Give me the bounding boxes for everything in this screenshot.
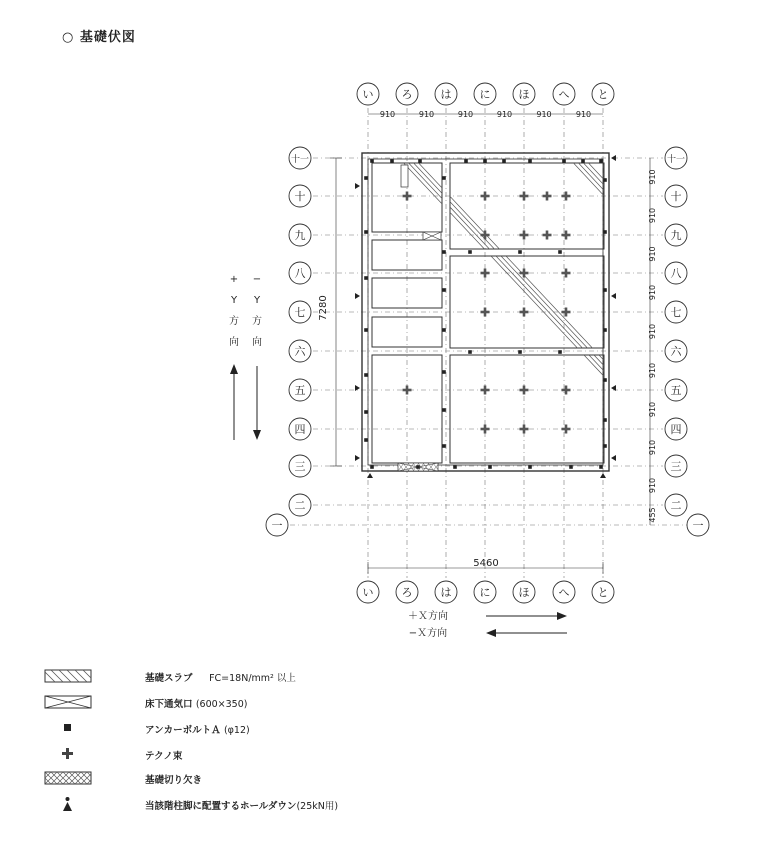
top-dim-4: 910 (536, 110, 552, 119)
anchor-bolt-39 (518, 250, 522, 254)
anchor-bolt-2 (418, 159, 422, 163)
y-plus-direction-3: 向 (229, 337, 239, 348)
anchor-bolt-23 (603, 444, 607, 448)
anchor-bolt-15 (364, 410, 368, 414)
slab-hatch-room-7 (382, 140, 707, 470)
y-minus-direction-0: − (252, 274, 262, 285)
techno-post-h-15 (403, 389, 412, 392)
y-plus-direction-2: 方 (229, 316, 239, 327)
slab-slot (401, 165, 408, 187)
top-grid-label-4: ほ (518, 88, 530, 101)
slab-hatch (382, 140, 707, 470)
right-grid-label-6: 五 (670, 384, 682, 397)
techno-post-h-17 (520, 389, 529, 392)
bottom-grid-label-3: に (479, 586, 491, 599)
anchor-bolt-7 (562, 159, 566, 163)
y-plus-direction-0: + (229, 274, 239, 285)
marker-right-1 (611, 293, 616, 299)
top-grid-label-1: ろ (401, 88, 413, 101)
left-grid-label-3: 八 (294, 267, 306, 280)
x-plus-arrowhead (557, 612, 567, 620)
anchor-bolt-22 (603, 418, 607, 422)
y-plus-direction-1: Y (230, 295, 238, 306)
anchor-bolt-25 (416, 465, 420, 469)
left-grid-label-0: 十一 (290, 155, 310, 165)
total-x-dimension: 5460 (473, 558, 499, 569)
x-plus-direction: ＋Ｘ方向 (408, 611, 448, 622)
techno-post-5 (481, 231, 490, 240)
hold-down-marker-0 (367, 473, 373, 478)
grid-lines (290, 108, 690, 578)
techno-post-h-13 (520, 311, 529, 314)
right-grid-label-9: 二 (670, 499, 682, 512)
techno-post-h-10 (520, 272, 529, 275)
bottom-grid-label-0: い (362, 586, 374, 599)
top-grid-label-6: と (597, 88, 609, 101)
techno-post-h-6 (520, 234, 529, 237)
anchor-bolt-28 (528, 465, 532, 469)
right-grid-label-3: 八 (670, 267, 682, 280)
top-dim-1: 910 (418, 110, 435, 119)
total-y-dimension: 7280 (318, 295, 329, 321)
top-dim-3: 910 (496, 110, 513, 119)
techno-post-7 (543, 231, 552, 240)
techno-post-15 (403, 386, 412, 395)
techno-post-h-1 (481, 195, 490, 198)
anchor-bolt-8 (581, 159, 585, 163)
anchor-bolt-37 (442, 444, 446, 448)
slab-hatch-room-4 (382, 140, 707, 470)
techno-post-9 (481, 269, 490, 278)
techno-post-14 (562, 308, 571, 317)
techno-post-21 (562, 425, 571, 434)
techno-post-16 (481, 386, 490, 395)
techno-post-h-18 (562, 389, 571, 392)
anchor-bolt-3 (464, 159, 468, 163)
anchor-bolt-13 (364, 328, 368, 332)
legend-label-notch: 基礎切り欠き (145, 775, 203, 786)
right-dim-3: 910 (648, 284, 657, 301)
x-minus-direction: −Ｘ方向 (408, 628, 448, 639)
techno-post-h-2 (520, 195, 529, 198)
right-grid-label-10: 一 (692, 519, 704, 532)
marker-left-0 (355, 183, 360, 189)
techno-post-h-14 (562, 311, 571, 314)
left-grid-label-2: 九 (294, 229, 306, 242)
right-dim-0: 910 (648, 169, 657, 185)
anchor-bolt-20 (603, 328, 607, 332)
anchor-bolt-10 (364, 176, 368, 180)
techno-post-6 (520, 231, 529, 240)
anchor-bolt-12 (364, 276, 368, 280)
right-dim-9: 455 (648, 507, 657, 523)
right-dim-2: 910 (648, 246, 657, 262)
anchor-bolt-26 (453, 465, 457, 469)
slab-hatch-room-0 (382, 140, 707, 470)
slab-hatch-line-5-3 (397, 140, 707, 470)
left-grid-label-5: 六 (294, 345, 306, 358)
techno-post-4 (562, 192, 571, 201)
room-h (450, 355, 604, 463)
marker-left-1 (355, 293, 360, 299)
anchor-bolt-40 (558, 250, 562, 254)
legend-label-anchor: アンカーボルトＡ (φ12) (145, 725, 250, 736)
anchor-bolt-38 (468, 250, 472, 254)
techno-post-19 (481, 425, 490, 434)
slab-hatch-room-6 (382, 140, 707, 470)
anchor-bolt-31 (442, 176, 446, 180)
anchor-bolt-5 (502, 159, 506, 163)
anchor-bolt-41 (468, 350, 472, 354)
top-dim-5: 910 (575, 110, 592, 119)
slab-hatch-room-2 (382, 140, 707, 470)
slab-hatch-room-5 (382, 140, 707, 470)
techno-post-h-19 (481, 428, 490, 431)
anchor-bolt-18 (603, 230, 607, 234)
left-grid-label-10: 一 (271, 519, 283, 532)
techno-post-h-3 (543, 195, 552, 198)
right-dim-6: 910 (648, 401, 657, 418)
anchor-bolt-34 (442, 328, 446, 332)
legend-label-vent: 床下通気口 (600×350) (145, 699, 248, 710)
y-minus-arrowhead (253, 430, 261, 440)
techno-post-17 (520, 386, 529, 395)
top-grid-label-3: に (479, 88, 491, 101)
top-grid-label-0: い (362, 88, 374, 101)
techno-post-h-4 (562, 195, 571, 198)
anchor-bolt-29 (569, 465, 573, 469)
techno-post-18 (562, 386, 571, 395)
anchor-bolt-1 (390, 159, 394, 163)
top-grid-label-2: は (440, 88, 452, 101)
left-grid-label-7: 四 (294, 423, 306, 436)
left-grid-label-8: 三 (294, 460, 306, 473)
top-dim-2: 910 (457, 110, 474, 119)
y-minus-direction-3: 向 (252, 337, 262, 348)
left-grid-label-4: 七 (294, 306, 306, 319)
techno-post-h-16 (481, 389, 490, 392)
techno-post-12 (481, 308, 490, 317)
techno-post-h-9 (481, 272, 490, 275)
anchor-bolt-43 (558, 350, 562, 354)
anchor-bolt-14 (364, 373, 368, 377)
marker-right-0 (611, 155, 616, 161)
right-grid-label-5: 六 (670, 345, 682, 358)
techno-post-h-0 (403, 195, 412, 198)
legend-label-techno: テクノ束 (145, 751, 183, 762)
techno-posts (403, 192, 571, 434)
techno-post-10 (520, 269, 529, 278)
right-dim-4: 910 (648, 323, 657, 340)
right-grid-label-7: 四 (670, 423, 682, 436)
anchor-bolt-11 (364, 230, 368, 234)
right-grid-label-2: 九 (670, 229, 682, 242)
right-dim-1: 910 (648, 207, 657, 224)
techno-post-0 (403, 192, 412, 201)
anchor-bolt-4 (483, 159, 487, 163)
left-grid-label-1: 十 (294, 190, 306, 203)
slab-hatch-room-3 (382, 140, 707, 470)
right-grid-label-4: 七 (670, 306, 682, 319)
right-dim-7: 910 (648, 439, 657, 456)
anchor-bolt-9 (599, 159, 603, 163)
bottom-grid-label-1: ろ (401, 586, 413, 599)
top-grid-label-5: へ (558, 88, 570, 101)
right-dim-5: 910 (648, 362, 657, 379)
anchor-bolt-35 (442, 370, 446, 374)
techno-post-13 (520, 308, 529, 317)
x-minus-arrowhead (486, 629, 496, 637)
right-grid-label-1: 十 (670, 190, 682, 203)
y-plus-arrowhead (230, 364, 238, 374)
anchor-bolt-27 (488, 465, 492, 469)
anchor-bolt-19 (603, 288, 607, 292)
techno-post-h-12 (481, 311, 490, 314)
anchor-bolt-42 (518, 350, 522, 354)
bottom-grid-label-5: へ (558, 586, 570, 599)
bottom-grid-label-2: は (440, 586, 452, 599)
right-grid-label-8: 三 (670, 460, 682, 473)
page-title: ○ 基礎伏図 (62, 30, 136, 45)
room-f (450, 256, 604, 348)
techno-post-8 (562, 231, 571, 240)
techno-post-h-8 (562, 234, 571, 237)
techno-post-20 (520, 425, 529, 434)
right-dim-8: 910 (648, 477, 657, 494)
anchor-bolt-32 (442, 250, 446, 254)
legend-label-holddown: 当該階柱脚に配置するホールダウン(25kN用) (145, 801, 339, 812)
slab-hatch-room-1 (382, 140, 707, 470)
left-grid-label-9: 二 (294, 499, 306, 512)
y-minus-direction-2: 方 (252, 316, 262, 327)
hold-down-marker-1 (600, 473, 606, 478)
techno-post-h-7 (543, 234, 552, 237)
techno-post-11 (562, 269, 571, 278)
left-grid-label-6: 五 (294, 384, 306, 397)
marker-right-3 (611, 455, 616, 461)
y-minus-direction-1: Y (253, 295, 261, 306)
techno-post-3 (543, 192, 552, 201)
bottom-grid-label-6: と (597, 586, 609, 599)
techno-post-2 (520, 192, 529, 201)
anchor-bolt-17 (603, 178, 607, 182)
anchor-bolt-16 (364, 438, 368, 442)
techno-post-h-11 (562, 272, 571, 275)
techno-post-h-21 (562, 428, 571, 431)
marker-left-3 (355, 455, 360, 461)
bottom-grid-label-4: ほ (518, 586, 530, 599)
anchor-bolt-6 (528, 159, 532, 163)
legend-label-slab: 基礎スラブ FC=18N/mm² 以上 (145, 673, 296, 684)
techno-post-h-20 (520, 428, 529, 431)
anchor-bolt-30 (599, 465, 603, 469)
anchor-bolt-0 (370, 159, 374, 163)
anchor-bolt-33 (442, 288, 446, 292)
anchor-bolt-24 (370, 465, 374, 469)
right-grid-label-0: 十一 (666, 155, 686, 165)
anchor-bolt-36 (442, 408, 446, 412)
top-dim-0: 910 (379, 110, 396, 119)
techno-post-h-5 (481, 234, 490, 237)
anchor-bolt-21 (603, 378, 607, 382)
techno-post-1 (481, 192, 490, 201)
